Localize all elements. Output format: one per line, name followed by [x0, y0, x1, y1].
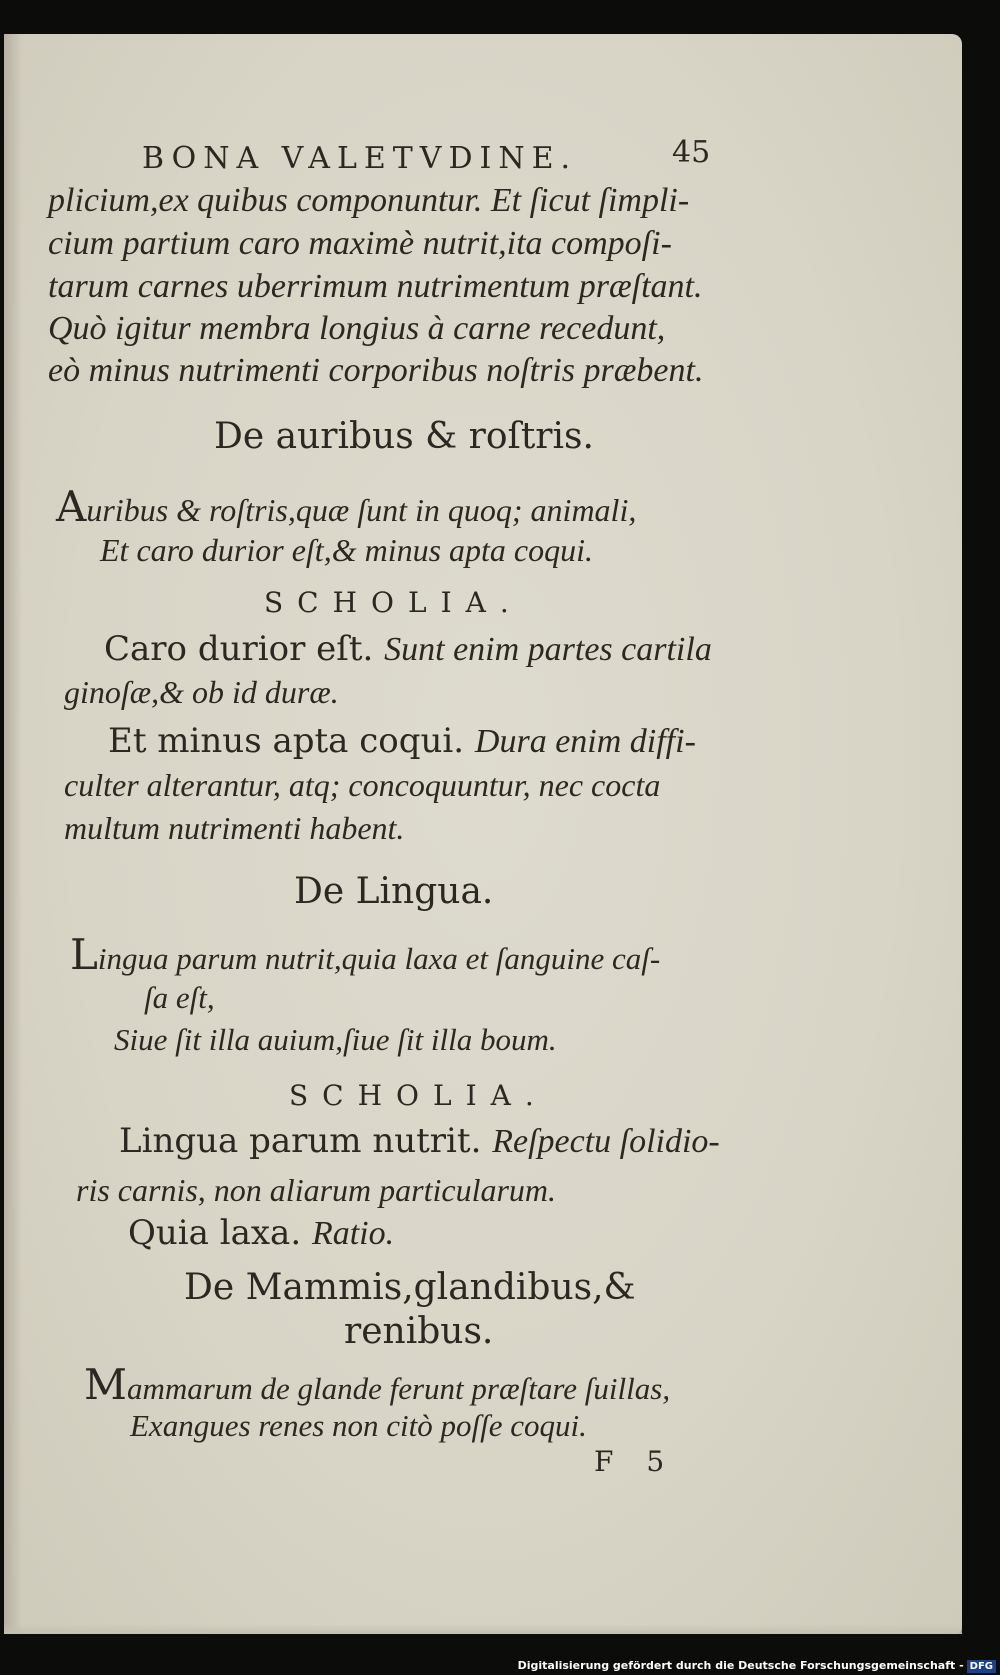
section-heading: De auribus & roſtris.	[214, 416, 594, 457]
scholia-line: multum nutrimenti habent.	[64, 810, 405, 846]
credit-text: Digitalisierung gefördert durch die Deutsche Forschungsgemeinschaft -	[517, 1659, 964, 1672]
verse-line: Siue ſit illa auium,ſiue ſit illa boum.	[114, 1022, 557, 1057]
section-heading: De Lingua.	[294, 871, 494, 912]
scholia-line	[104, 629, 712, 669]
scholia-lemma: Lingua parum nutrit.	[119, 1121, 482, 1161]
signature-mark: F 5	[594, 1445, 677, 1478]
verse-line: ſa eſt,	[144, 980, 215, 1015]
book-page	[4, 34, 962, 1634]
scholia-gloss: Reſpectu ſolidio-	[492, 1123, 720, 1160]
scholia-line	[128, 1213, 395, 1253]
scholia-title: SCHOLIA.	[289, 1079, 548, 1112]
verse-line	[84, 1360, 671, 1409]
scholia-gloss: Dura enim diffi-	[474, 723, 696, 760]
running-title: BONA VALETVDINE.	[142, 141, 578, 176]
text-line: eò minus nutrimenti corporibus noſtris præbent.	[48, 352, 704, 389]
verse-text: ingua parum nutrit,quia laxa et ſanguine caſ-	[97, 941, 661, 976]
section-heading: renibus.	[344, 1311, 494, 1352]
text-line: tarum carnes uberrimum nutrimentum præſtant.	[48, 268, 703, 305]
verse-text: uribus & roſtris,quæ ſunt in quoq; animali,	[86, 492, 637, 528]
scholia-line: ris carnis, non aliarum particularum.	[76, 1172, 557, 1208]
drop-initial: L	[70, 930, 98, 979]
scholia-gloss: Ratio.	[311, 1215, 395, 1252]
scholia-title: SCHOLIA.	[264, 586, 523, 619]
page-bottom-shadow	[4, 1624, 962, 1634]
text-line: Quò igitur membra longius à carne recedunt,	[48, 310, 666, 347]
verse-text: ammarum de glande ferunt præſtare ſuillas,	[127, 1371, 671, 1406]
scholia-lemma: Et minus apta coqui.	[108, 721, 465, 761]
verse-line	[56, 482, 637, 531]
scholia-gloss: Sunt enim partes cartila	[384, 631, 712, 668]
drop-initial: A	[56, 482, 87, 531]
page-gutter-shadow	[4, 34, 22, 1634]
verse-line	[70, 930, 661, 979]
page-number: 45	[672, 135, 711, 170]
text-line: plicium,ex quibus componuntur. Et ſicut ſimpli-	[48, 182, 690, 219]
scholia-lemma: Caro durior eſt.	[104, 629, 374, 669]
digitization-credit	[518, 1659, 996, 1673]
verse-line: Et caro durior eſt,& minus apta coqui.	[100, 532, 594, 568]
text-line: cium partium caro maximè nutrit,ita compoſi-	[48, 225, 672, 262]
dfg-logo: DFG	[967, 1660, 996, 1673]
scholia-line	[119, 1121, 720, 1161]
scholia-line	[108, 721, 696, 761]
scholia-line: culter alterantur, atq; concoquuntur, nec cocta	[64, 767, 661, 803]
section-heading: De Mammis,glandibus,&	[184, 1267, 636, 1308]
drop-initial: M	[84, 1360, 128, 1409]
verse-line: Exangues renes non citò poſſe coqui.	[130, 1408, 587, 1443]
scholia-line: ginoſæ,& ob id duræ.	[64, 674, 339, 710]
scholia-lemma: Quia laxa.	[128, 1213, 302, 1253]
